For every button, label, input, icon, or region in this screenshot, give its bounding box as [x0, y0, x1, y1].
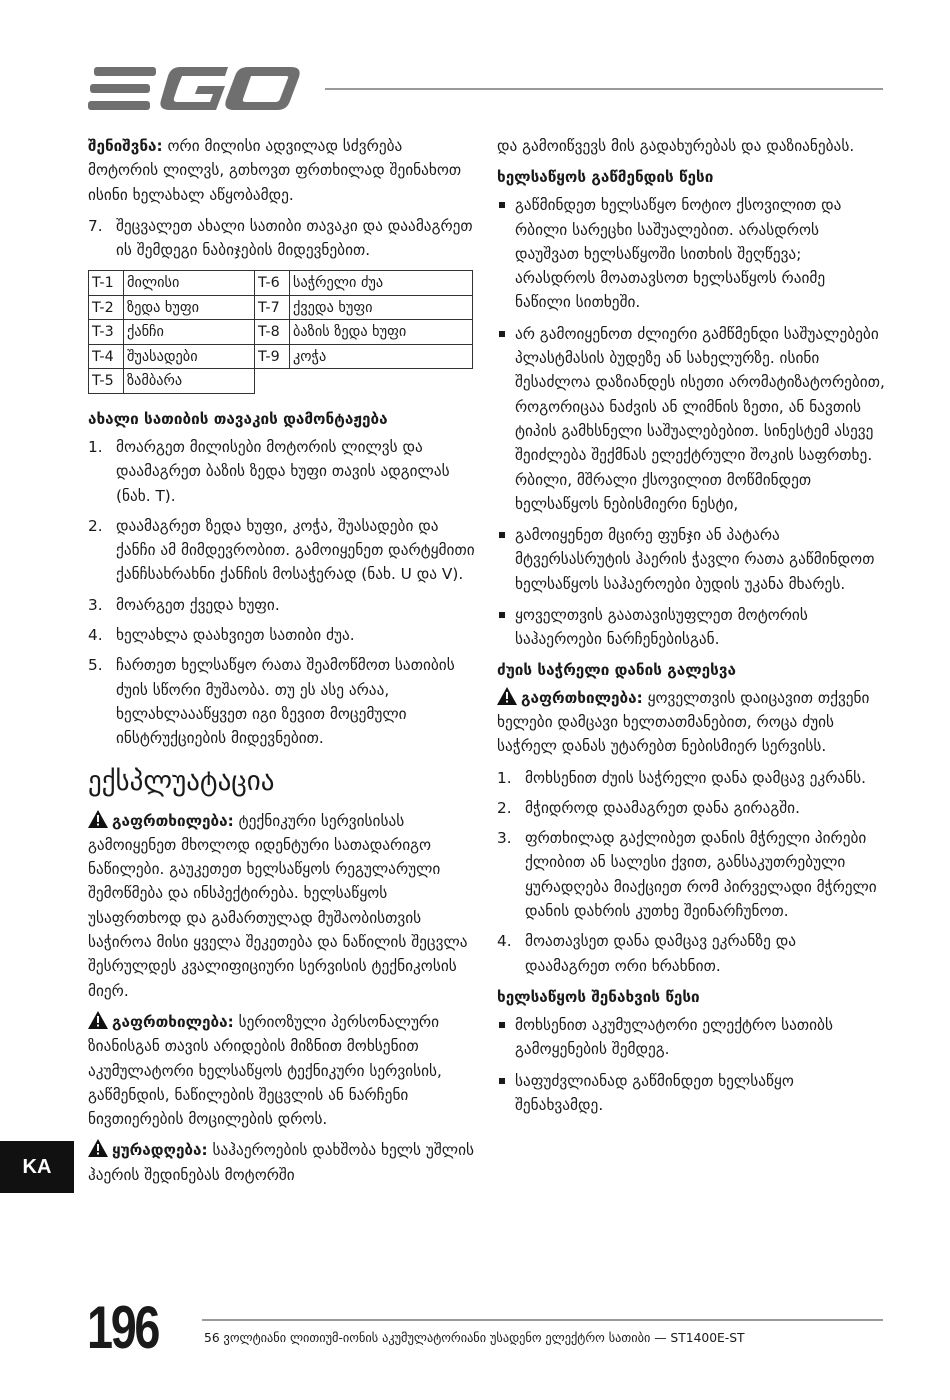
bullet-square-icon — [499, 1022, 505, 1028]
part-code: T-9 — [255, 344, 290, 369]
assembly-steps — [88, 435, 476, 751]
right-column — [497, 134, 885, 1124]
part-name: ზამბარა — [124, 369, 255, 394]
table-row — [89, 369, 473, 394]
header-rule — [325, 88, 883, 90]
table-row — [89, 295, 473, 320]
step-7 — [88, 214, 476, 263]
bullet-square-icon — [499, 202, 505, 208]
part-code: T-4 — [89, 344, 124, 369]
list-item — [497, 766, 885, 790]
step-number: 1. — [88, 437, 103, 456]
step-number: 7. — [88, 216, 103, 235]
note-label: შენიშვნა: — [88, 137, 163, 155]
warning-triangle-icon — [88, 1139, 108, 1157]
table-row — [89, 344, 473, 369]
part-code: T-5 — [89, 369, 124, 394]
list-item — [497, 523, 885, 596]
warning-text: ყოველთვის დაიცავით თქვენი ხელები დამცავი ხელთათმანებით, როცა ძუის საჭრელ დანას უტარებთ ნებისმიერ სერვისს. — [497, 688, 870, 756]
step-text: მოათავსეთ დანა დამცავ ეკრანზე და დაამაგრეთ ორი ხრახნით. — [525, 932, 796, 975]
step-text: დაამაგრეთ ზედა ხუფი, კოჭა, შუასადები და ქანჩი ამ მიმდევრობით. გამოიყენეთ დარტყმითი ქანჩსახრახნი ქანჩის მოსაჭერად (ნახ. U და V). — [116, 516, 475, 584]
step-number: 4. — [88, 626, 103, 645]
list-item — [497, 322, 885, 516]
continuation-paragraph: და გამოიწვევს მის გადახურებას და დაზიანებას. — [497, 137, 855, 155]
bullet-square-icon — [499, 612, 505, 618]
step-number: 2. — [88, 516, 103, 535]
list-item — [88, 593, 476, 617]
note-paragraph — [88, 134, 476, 207]
part-name: ქვედა ხუფი — [290, 295, 473, 320]
warning-paragraph — [88, 1010, 476, 1131]
part-code: T-3 — [89, 320, 124, 345]
warning-triangle-icon — [497, 687, 517, 705]
warning-label: გაფრთხილება: — [521, 688, 643, 707]
bullet-square-icon — [499, 331, 505, 337]
assembly-heading: ახალი სათიბის თავაკის დამონტაჟება — [88, 409, 388, 428]
list-item — [88, 623, 476, 647]
list-item — [497, 193, 885, 314]
table-empty-cell — [255, 369, 473, 394]
part-code: T-1 — [89, 271, 124, 296]
left-column — [88, 134, 476, 1194]
part-name: ზედა ხუფი — [124, 295, 255, 320]
ego-logo — [88, 64, 303, 114]
part-code: T-8 — [255, 320, 290, 345]
storage-heading: ხელსაწყოს შენახვის წესი — [497, 987, 700, 1006]
list-item-text: გაწმინდეთ ხელსაწყო ნოტიო ქსოვილით და რბილი სარეცხი საშუალებით. არასდროს დაუშვათ ხელსაწყოში სითხის შეღწევა; არასდროს მოათავსოთ ხელსაწყოს რაიმე ნაწილი სითხეში. — [515, 196, 842, 312]
logo-bar-top — [94, 67, 156, 76]
warning-paragraph — [497, 686, 885, 759]
list-item-text: მოხსენით აკუმულატორი ელექტრო სათიბს გამოყენების შემდეგ. — [515, 1015, 833, 1059]
list-item-text: საფუძვლიანად გაწმინდეთ ხელსაწყო შენახვამდე. — [515, 1071, 794, 1114]
bullet-square-icon — [499, 532, 505, 538]
storage-list — [497, 1013, 885, 1117]
list-item — [497, 1069, 885, 1118]
cleaning-list — [497, 193, 885, 651]
attention-text: საჰაეროების დახშობა ხელს უშლის ჰაერის შედინებას მოტორში — [88, 1141, 474, 1184]
warning-text: სერიოზული პერსონალური ზიანისგან თავის არიდების მიზნით მოხსენით აკუმულატორი ხელსაწყოს ტექნიკური სერვისის, გაწმენდის, ნაწილების შეცვლის ან ნარჩენი ნივთიერების მოცილების დროს. — [88, 1012, 442, 1129]
page-number: 196 — [87, 1294, 159, 1361]
list-item — [497, 1013, 885, 1062]
list-item — [497, 603, 885, 652]
list-item — [497, 826, 885, 923]
step-text: ფრთხილად გაქლიბეთ დანის მჭრელი პირები ქლიბით ან სალესი ქვით, განსაკუთრებული ყურადღება მიაქციეთ რომ პირველადი მჭრელი დანის დახრის კუთხე შეინარჩუნოთ. — [525, 829, 877, 921]
step-number: 5. — [88, 656, 103, 675]
warning-label: გაფრთხილება: — [112, 1012, 234, 1031]
logo-letter-o — [225, 67, 299, 110]
step-7-list — [88, 214, 476, 263]
logo-letter-g — [160, 67, 228, 110]
list-item — [88, 435, 476, 508]
warning-triangle-icon — [88, 810, 108, 828]
warning-paragraph — [88, 809, 476, 1003]
part-name: მილისი — [124, 271, 255, 296]
attention-paragraph — [88, 1138, 476, 1187]
note-text: ორი მილისი ადვილად სძვრება მოტორის ლილვს, გთხოვთ ფრთხილად შეინახოთ ისინი ხელახალ აწყობამდე. — [88, 137, 462, 204]
step-number: 2. — [497, 798, 512, 817]
step-number: 3. — [497, 829, 512, 848]
bullet-square-icon — [499, 1078, 505, 1084]
step-text: შეცვალეთ ახალი სათიბი თავაკი და დაამაგრეთ ის შემდეგი ნაბიჯების მიდევნებით. — [116, 216, 473, 260]
step-text: მჭიდროდ დაამაგრეთ დანა გირაგში. — [525, 798, 800, 817]
step-number: 1. — [497, 768, 512, 787]
blade-heading: ძუის საჭრელი დანის გალესვა — [497, 660, 736, 679]
list-item — [497, 796, 885, 820]
step-text: ჩართეთ ხელსაწყო რათა შეამოწმოთ სათიბის ძუის სწორი მუშაობა. თუ ეს ასე არაა, ხელახლაააწყვეთ იგი ზევით მოცემული ინსტრუქციების მიდევნებით. — [116, 656, 455, 748]
step-text: მოარგეთ მილისები მოტორის ლილვს და დაამაგრეთ ბაზის ზედა ხუფი თავის ადგილას (ნახ. T). — [116, 437, 450, 505]
step-number: 4. — [497, 932, 512, 951]
footer-text: 56 ვოლტიანი ლითიუმ-იონის აკუმულატორიანი უსადენო ელექტრო სათიბი — ST1400E-ST — [204, 1331, 745, 1345]
step-text: მოხსენით ძუის საჭრელი დანა დამცავ ეკრანს. — [525, 768, 867, 787]
step-number: 3. — [88, 595, 103, 614]
list-item — [88, 653, 476, 750]
warning-text: ტექნიკური სერვისისას გამოიყენეთ მხოლოდ იდენტური სათადარიგო ნაწილები. გაუკეთეთ ხელსაწყოს რეგულარული შემოწმება და ინსპექტირება. ხელსაწყოს უსაფრთხოდ და გამართულად მუშაობისთვის საჭიროა მისი ყველა შეკეთება და ნაწილის შეცვლა შესრულდეს კვალიფიციური სერვისის ტექნიკოსის მიერ. — [88, 811, 468, 1000]
section-title: ექსპლუატაცია — [88, 765, 275, 797]
footer-rule — [202, 1319, 883, 1321]
step-text: მოარგეთ ქვედა ხუფი. — [116, 595, 280, 614]
part-code: T-7 — [255, 295, 290, 320]
part-name: ქანჩი — [124, 320, 255, 345]
step-text: ხელახლა დაახვიეთ სათიბი ძუა. — [116, 626, 355, 645]
table-row — [89, 271, 473, 296]
list-item-text: ყოველთვის გაათავისუფლეთ მოტორის საჰაეროები ნარჩენებისგან. — [515, 606, 808, 649]
part-name: საჭრელი ძუა — [290, 271, 473, 296]
part-code: T-2 — [89, 295, 124, 320]
list-item — [497, 929, 885, 978]
language-tab: KA — [0, 1141, 74, 1193]
part-code: T-6 — [255, 271, 290, 296]
part-name: კოჭა — [290, 344, 473, 369]
blade-steps — [497, 766, 885, 978]
table-row — [89, 320, 473, 345]
parts-table — [88, 270, 473, 394]
attention-label: ყურადღება: — [112, 1141, 208, 1160]
part-name: შუასადები — [124, 344, 255, 369]
warning-triangle-icon — [88, 1011, 108, 1029]
logo-bar-middle — [90, 84, 150, 93]
logo-bar-bottom — [88, 101, 150, 110]
cleaning-heading: ხელსაწყოს გაწმენდის წესი — [497, 168, 714, 187]
list-item-text: არ გამოიყენოთ ძლიერი გამწმენდი საშუალებები პლასტმასის ბუდეზე ან სახელურზე. ისინი შესაძლოა დაზიანდეს ისეთი არომატიზატორებით, როგორიცაა ნაძვის ან ლიმნის ზეთი, ან ნავთის ტიპის გამხსნელი საშუალებებით. სინესტემ ასევე შეიძლება შექმნას ელექტრული შოკის საფრთხე. რბილი, მშრალი ქსოვილით მოწმინდეთ ხელსაწყოს ნებისმიერი ნესტი, — [515, 324, 885, 513]
list-item-text: გამოიყენეთ მცირე ფუნჯი ან პატარა მტვერსასრუტის ჰაერის ჭავლი რათა გაწმინდოთ ხელსაწყოს საჰაეროები ბუდის უკანა მხარეს. — [515, 526, 875, 593]
warning-label: გაფრთხილება: — [112, 811, 234, 830]
list-item — [88, 514, 476, 587]
part-name: ბაზის ზედა ხუფი — [290, 320, 473, 345]
